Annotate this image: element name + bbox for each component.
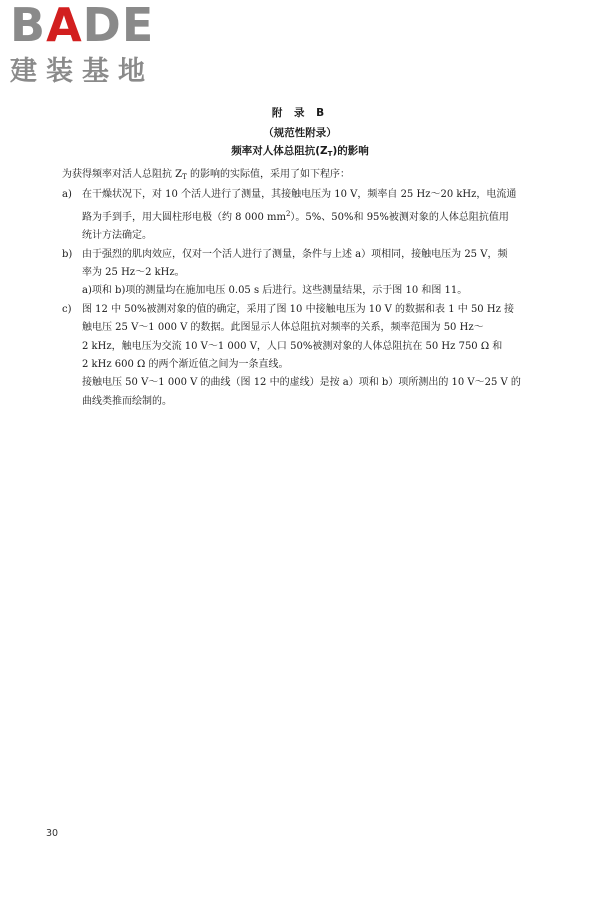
page-number: 30	[46, 828, 59, 839]
logo-chinese-name: 建装基地	[10, 56, 154, 87]
item-label-c: c)	[62, 303, 72, 315]
bade-logo	[6, 0, 176, 90]
annex-title: 频率对人体总阻抗$(Z_T)$的影响	[231, 145, 369, 158]
intro-paragraph: 为获得频率对活人总阻抗 $Z_T$ 的影响的实际值，采用了如下程序：	[62, 169, 350, 181]
item-label-a: a)	[62, 189, 72, 201]
list-item-a: a) 在干燥状况下，对 10 个活人进行了测量，其接触电压为 10 V，频率自 25 Hz～20 kHz，电流通 路为手到手，用大圆柱形电极（约 8 000 $mm^2$）。5%、50%和 95%被测对象的人体总阻抗值用 统计方法确定。	[62, 186, 554, 245]
item-label-b: b)	[62, 248, 73, 260]
measurement-note: a)项和 b)项的测量均在施加电压 0.05 s 后进行。这些测量结果，示于图 10 和图 11。	[82, 285, 468, 297]
list-item-b: b) 由于强烈的肌肉效应，仅对一个活人进行了测量，条件与上述 a）项相同，接触电压为 25 V，频 率为 25 Hz～2 kHz。	[62, 246, 554, 283]
document-body	[62, 166, 554, 411]
list-item-c: c) 图 12 中 50%被测对象的值的确定，采用了图 10 中接触电压为 10 V 的数据和表 1 中 50 Hz 接 触电压 25 V～1 000 V 的数据。此图显示人体总阻抗对频率的关系，频率范围为 50 Hz～ 2 kHz，触电压为交流 10 V～1 000 V，人口 50%被测对象的人体总阻抗在 50 Hz 750 Ω 和 2 kHz 600 Ω 的两个渐近值之间为一条直线。 接触电压 50 V～1 000 V 的曲线（图 12 中的虚线）是按 a）项和 b）项所测出的 10 V～25 V 的 曲线类推而绘制的。	[62, 301, 554, 411]
annex-label: 附 录 B	[271, 107, 329, 119]
annex-nature: （规范性附录）	[263, 127, 337, 139]
logo-wordmark: BADE	[10, 0, 155, 52]
